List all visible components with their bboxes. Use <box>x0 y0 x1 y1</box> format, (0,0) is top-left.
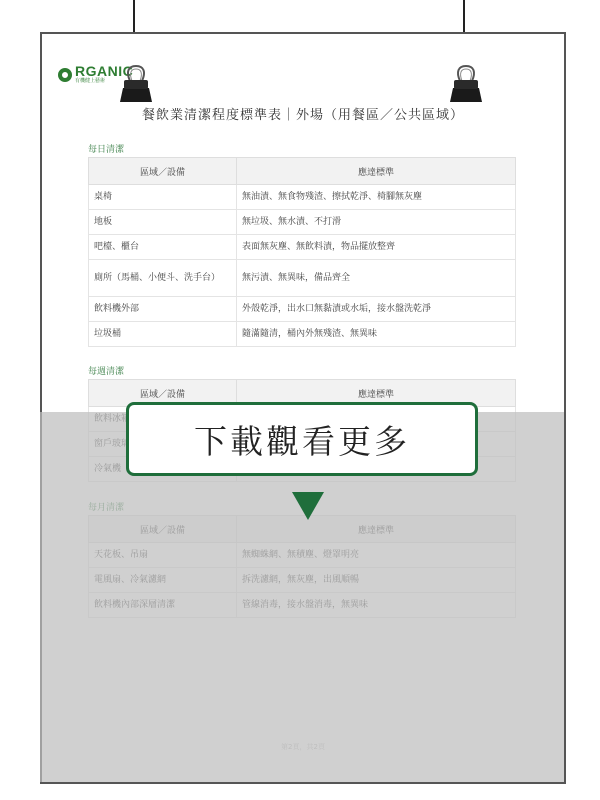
cell-area: 地板 <box>89 210 237 235</box>
column-header-standard: 應達標準 <box>237 158 516 185</box>
binder-clip-icon <box>118 64 154 104</box>
cell-standard: 隨滿隨清，桶內外無殘渣、無異味 <box>237 322 516 347</box>
cell-area: 垃圾桶 <box>89 322 237 347</box>
cell-standard: 無污漬、無異味，備品齊全 <box>237 260 516 297</box>
table-header-row <box>89 158 516 185</box>
section-label-daily: 每日清潔 <box>88 145 125 155</box>
cell-area: 吧檯、櫃台 <box>89 235 237 260</box>
logo-subtitle: 有機健上藝術 <box>75 78 106 84</box>
cell-area: 廁所（馬桶、小便斗、洗手台） <box>89 260 237 297</box>
cell-standard: 無油漬、無食物殘渣、擦拭乾淨、椅腳無灰塵 <box>237 185 516 210</box>
cell-standard: 無垃圾、無水漬、不打滑 <box>237 210 516 235</box>
cell-standard: 表面無灰塵、無飲料漬，物品擺放整齊 <box>237 235 516 260</box>
table-row <box>89 235 516 260</box>
cell-standard: 外殼乾淨，出水口無黏漬或水垢，接水盤洗乾淨 <box>237 297 516 322</box>
table-row <box>89 322 516 347</box>
logo-ring-icon <box>58 68 72 82</box>
cell-area: 飲料機外部 <box>89 297 237 322</box>
binder-clip-icon <box>448 64 484 104</box>
daily-cleaning-table <box>88 157 516 347</box>
table-row <box>89 210 516 235</box>
logo-text: RGANIC <box>75 63 134 79</box>
table-row <box>89 185 516 210</box>
table-row <box>89 260 516 297</box>
arrow-down-icon <box>292 492 324 520</box>
table-row <box>89 297 516 322</box>
column-header-area: 區域／設備 <box>89 380 237 407</box>
cell-area: 桌椅 <box>89 185 237 210</box>
document-title: 餐飲業清潔程度標準表｜外場（用餐區／公共區域） <box>141 108 464 123</box>
column-header-standard: 應達標準 <box>237 380 516 407</box>
column-header-area: 區域／設備 <box>89 158 237 185</box>
section-label-weekly: 每週清潔 <box>88 367 125 377</box>
download-button[interactable]: 下載觀看更多 <box>126 402 478 476</box>
